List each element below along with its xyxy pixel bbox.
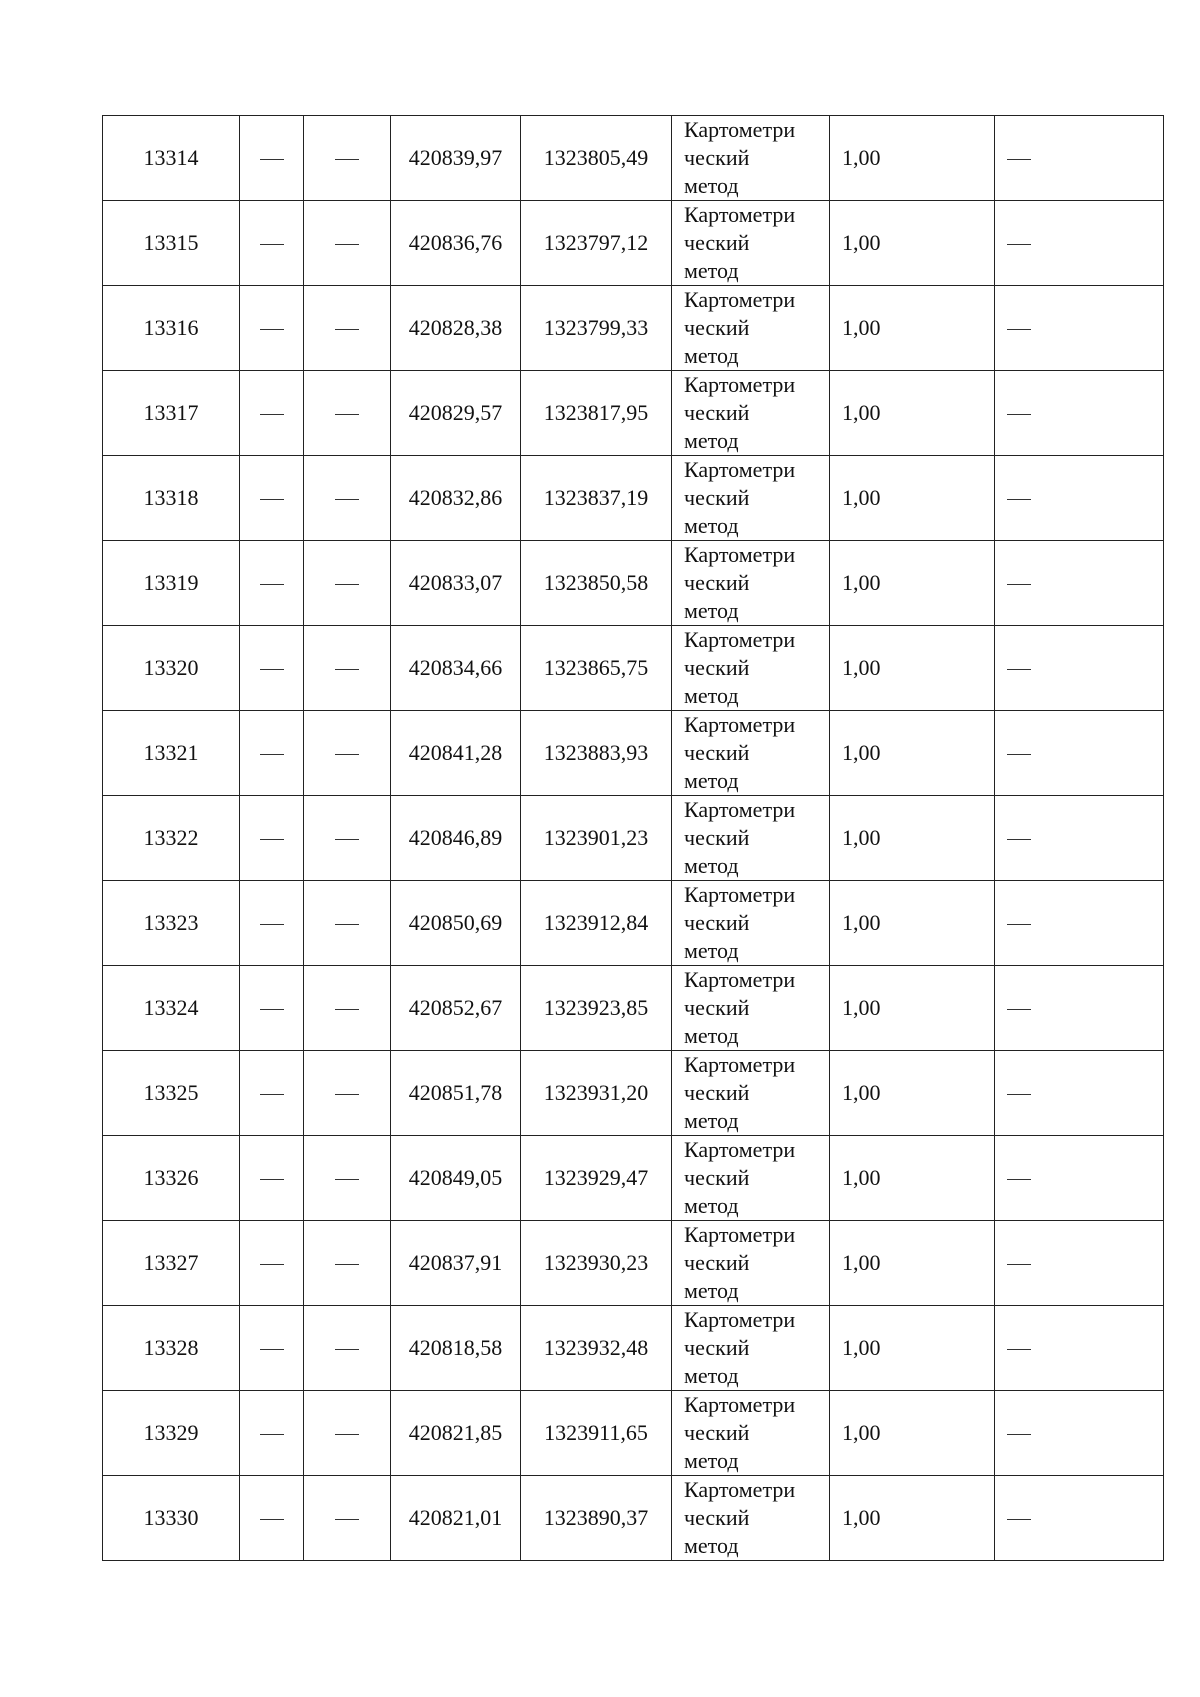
dash-mark [260,159,284,160]
y-coordinate-cell: 1323883,93 [521,711,672,796]
x-coordinate-cell: 420829,57 [391,371,521,456]
table-row [103,371,1164,456]
y-coordinate-cell: 1323912,84 [521,881,672,966]
method-cell [672,286,830,371]
dash-mark [335,159,359,160]
method-text: Картометри ческий метод [684,117,796,198]
dash-mark [1007,839,1031,840]
x-coordinate-cell: 420841,28 [391,711,521,796]
point-number-cell: 13317 [103,371,240,456]
point-number-cell: 13328 [103,1306,240,1391]
y-coordinate-cell: 1323932,48 [521,1306,672,1391]
y-coordinate-cell: 1323923,85 [521,966,672,1051]
description-cell [995,201,1164,286]
dash-mark [260,1179,284,1180]
x-coordinate-cell: 420821,85 [391,1391,521,1476]
dash-mark [1007,159,1031,160]
empty-cell-2 [240,711,304,796]
method-text: Картометри ческий метод [684,882,796,963]
method-text: Картометри ческий метод [684,627,796,708]
x-coordinate-cell: 420834,66 [391,626,521,711]
dash-mark [1007,414,1031,415]
dash-mark [335,754,359,755]
method-text: Картометри ческий метод [684,1052,796,1133]
method-cell [672,796,830,881]
dash-mark [260,584,284,585]
point-number-cell: 13329 [103,1391,240,1476]
empty-cell-3 [304,626,391,711]
empty-cell-3 [304,286,391,371]
empty-cell-2 [240,1476,304,1561]
accuracy-cell: 1,00 [830,1306,995,1391]
method-cell [672,626,830,711]
table-row [103,456,1164,541]
dash-mark [1007,924,1031,925]
accuracy-cell: 1,00 [830,1051,995,1136]
empty-cell-3 [304,1051,391,1136]
accuracy-cell: 1,00 [830,881,995,966]
y-coordinate-cell: 1323805,49 [521,116,672,201]
description-cell [995,1221,1164,1306]
table-row [103,1306,1164,1391]
dash-mark [260,839,284,840]
y-coordinate-cell: 1323837,19 [521,456,672,541]
point-number-cell: 13321 [103,711,240,796]
accuracy-cell: 1,00 [830,371,995,456]
point-number-cell: 13324 [103,966,240,1051]
accuracy-cell: 1,00 [830,456,995,541]
empty-cell-3 [304,1391,391,1476]
dash-mark [1007,1094,1031,1095]
x-coordinate-cell: 420821,01 [391,1476,521,1561]
description-cell [995,1306,1164,1391]
point-number-cell: 13325 [103,1051,240,1136]
method-text: Картометри ческий метод [684,287,796,368]
table-row [103,1136,1164,1221]
point-number-cell: 13314 [103,116,240,201]
dash-mark [335,414,359,415]
x-coordinate-cell: 420832,86 [391,456,521,541]
description-cell [995,456,1164,541]
table-row [103,966,1164,1051]
point-number-cell: 13327 [103,1221,240,1306]
dash-mark [335,1349,359,1350]
description-cell [995,286,1164,371]
table-row [103,116,1164,201]
empty-cell-2 [240,966,304,1051]
dash-mark [260,1264,284,1265]
x-coordinate-cell: 420837,91 [391,1221,521,1306]
x-coordinate-cell: 420818,58 [391,1306,521,1391]
empty-cell-3 [304,711,391,796]
coordinates-table [102,115,1164,1561]
table-row [103,1051,1164,1136]
dash-mark [260,669,284,670]
point-number-cell: 13318 [103,456,240,541]
method-cell [672,1306,830,1391]
dash-mark [260,924,284,925]
dash-mark [335,839,359,840]
empty-cell-3 [304,1306,391,1391]
dash-mark [335,1179,359,1180]
dash-mark [335,1434,359,1435]
dash-mark [1007,329,1031,330]
dash-mark [1007,1434,1031,1435]
accuracy-cell: 1,00 [830,1391,995,1476]
method-cell [672,541,830,626]
table-row [103,711,1164,796]
dash-mark [260,499,284,500]
method-text: Картометри ческий метод [684,1222,796,1303]
method-cell [672,1476,830,1561]
table-row [103,1476,1164,1561]
y-coordinate-cell: 1323901,23 [521,796,672,881]
y-coordinate-cell: 1323930,23 [521,1221,672,1306]
description-cell [995,371,1164,456]
description-cell [995,1051,1164,1136]
dash-mark [335,329,359,330]
empty-cell-2 [240,541,304,626]
x-coordinate-cell: 420852,67 [391,966,521,1051]
empty-cell-3 [304,966,391,1051]
empty-cell-3 [304,456,391,541]
point-number-cell: 13315 [103,201,240,286]
y-coordinate-cell: 1323929,47 [521,1136,672,1221]
description-cell [995,1136,1164,1221]
description-cell [995,881,1164,966]
empty-cell-2 [240,456,304,541]
method-cell [672,201,830,286]
description-cell [995,1391,1164,1476]
dash-mark [335,1519,359,1520]
x-coordinate-cell: 420839,97 [391,116,521,201]
accuracy-cell: 1,00 [830,626,995,711]
description-cell [995,116,1164,201]
table-row [103,626,1164,711]
x-coordinate-cell: 420846,89 [391,796,521,881]
x-coordinate-cell: 420851,78 [391,1051,521,1136]
empty-cell-2 [240,1391,304,1476]
dash-mark [1007,1179,1031,1180]
x-coordinate-cell: 420849,05 [391,1136,521,1221]
point-number-cell: 13322 [103,796,240,881]
point-number-cell: 13326 [103,1136,240,1221]
dash-mark [1007,1009,1031,1010]
method-text: Картометри ческий метод [684,1137,796,1218]
accuracy-cell: 1,00 [830,286,995,371]
method-cell [672,1136,830,1221]
method-cell [672,881,830,966]
dash-mark [260,1519,284,1520]
accuracy-cell: 1,00 [830,711,995,796]
method-text: Картометри ческий метод [684,797,796,878]
description-cell [995,966,1164,1051]
method-cell [672,1051,830,1136]
dash-mark [335,1264,359,1265]
table-row [103,286,1164,371]
table-row [103,541,1164,626]
dash-mark [260,1009,284,1010]
dash-mark [260,1434,284,1435]
method-cell [672,456,830,541]
point-number-cell: 13320 [103,626,240,711]
empty-cell-3 [304,541,391,626]
dash-mark [260,244,284,245]
table-row [103,796,1164,881]
method-cell [672,1221,830,1306]
dash-mark [1007,754,1031,755]
dash-mark [335,924,359,925]
accuracy-cell: 1,00 [830,116,995,201]
empty-cell-3 [304,881,391,966]
dash-mark [1007,244,1031,245]
method-text: Картометри ческий метод [684,1477,796,1558]
method-cell [672,711,830,796]
dash-mark [1007,669,1031,670]
y-coordinate-cell: 1323890,37 [521,1476,672,1561]
empty-cell-3 [304,371,391,456]
point-number-cell: 13316 [103,286,240,371]
method-text: Картометри ческий метод [684,202,796,283]
empty-cell-2 [240,286,304,371]
method-cell [672,966,830,1051]
empty-cell-2 [240,1136,304,1221]
accuracy-cell: 1,00 [830,541,995,626]
description-cell [995,1476,1164,1561]
dash-mark [1007,1519,1031,1520]
y-coordinate-cell: 1323911,65 [521,1391,672,1476]
method-cell [672,371,830,456]
point-number-cell: 13319 [103,541,240,626]
dash-mark [1007,1349,1031,1350]
empty-cell-2 [240,626,304,711]
method-text: Картометри ческий метод [684,1307,796,1388]
description-cell [995,626,1164,711]
description-cell [995,711,1164,796]
dash-mark [335,669,359,670]
empty-cell-3 [304,116,391,201]
empty-cell-3 [304,1221,391,1306]
empty-cell-2 [240,881,304,966]
method-text: Картометри ческий метод [684,712,796,793]
method-text: Картометри ческий метод [684,372,796,453]
empty-cell-2 [240,1221,304,1306]
method-text: Картометри ческий метод [684,457,796,538]
y-coordinate-cell: 1323850,58 [521,541,672,626]
dash-mark [1007,584,1031,585]
description-cell [995,541,1164,626]
dash-mark [335,584,359,585]
accuracy-cell: 1,00 [830,966,995,1051]
table-body [103,116,1164,1561]
y-coordinate-cell: 1323865,75 [521,626,672,711]
accuracy-cell: 1,00 [830,1221,995,1306]
point-number-cell: 13330 [103,1476,240,1561]
dash-mark [1007,499,1031,500]
empty-cell-2 [240,201,304,286]
x-coordinate-cell: 420833,07 [391,541,521,626]
x-coordinate-cell: 420828,38 [391,286,521,371]
method-cell [672,1391,830,1476]
dash-mark [260,329,284,330]
empty-cell-2 [240,371,304,456]
accuracy-cell: 1,00 [830,796,995,881]
y-coordinate-cell: 1323799,33 [521,286,672,371]
dash-mark [335,1009,359,1010]
dash-mark [260,414,284,415]
empty-cell-2 [240,1051,304,1136]
method-text: Картометри ческий метод [684,967,796,1048]
method-cell [672,116,830,201]
accuracy-cell: 1,00 [830,201,995,286]
empty-cell-3 [304,1476,391,1561]
empty-cell-3 [304,201,391,286]
table-row [103,1391,1164,1476]
y-coordinate-cell: 1323817,95 [521,371,672,456]
y-coordinate-cell: 1323797,12 [521,201,672,286]
dash-mark [335,1094,359,1095]
x-coordinate-cell: 420836,76 [391,201,521,286]
empty-cell-2 [240,1306,304,1391]
description-cell [995,796,1164,881]
empty-cell-2 [240,796,304,881]
empty-cell-3 [304,796,391,881]
table-row [103,1221,1164,1306]
dash-mark [260,1094,284,1095]
accuracy-cell: 1,00 [830,1476,995,1561]
empty-cell-2 [240,116,304,201]
dash-mark [260,1349,284,1350]
x-coordinate-cell: 420850,69 [391,881,521,966]
dash-mark [1007,1264,1031,1265]
dash-mark [335,244,359,245]
y-coordinate-cell: 1323931,20 [521,1051,672,1136]
empty-cell-3 [304,1136,391,1221]
dash-mark [335,499,359,500]
method-text: Картометри ческий метод [684,1392,796,1473]
table-row [103,201,1164,286]
accuracy-cell: 1,00 [830,1136,995,1221]
point-number-cell: 13323 [103,881,240,966]
dash-mark [260,754,284,755]
method-text: Картометри ческий метод [684,542,796,623]
table-row [103,881,1164,966]
